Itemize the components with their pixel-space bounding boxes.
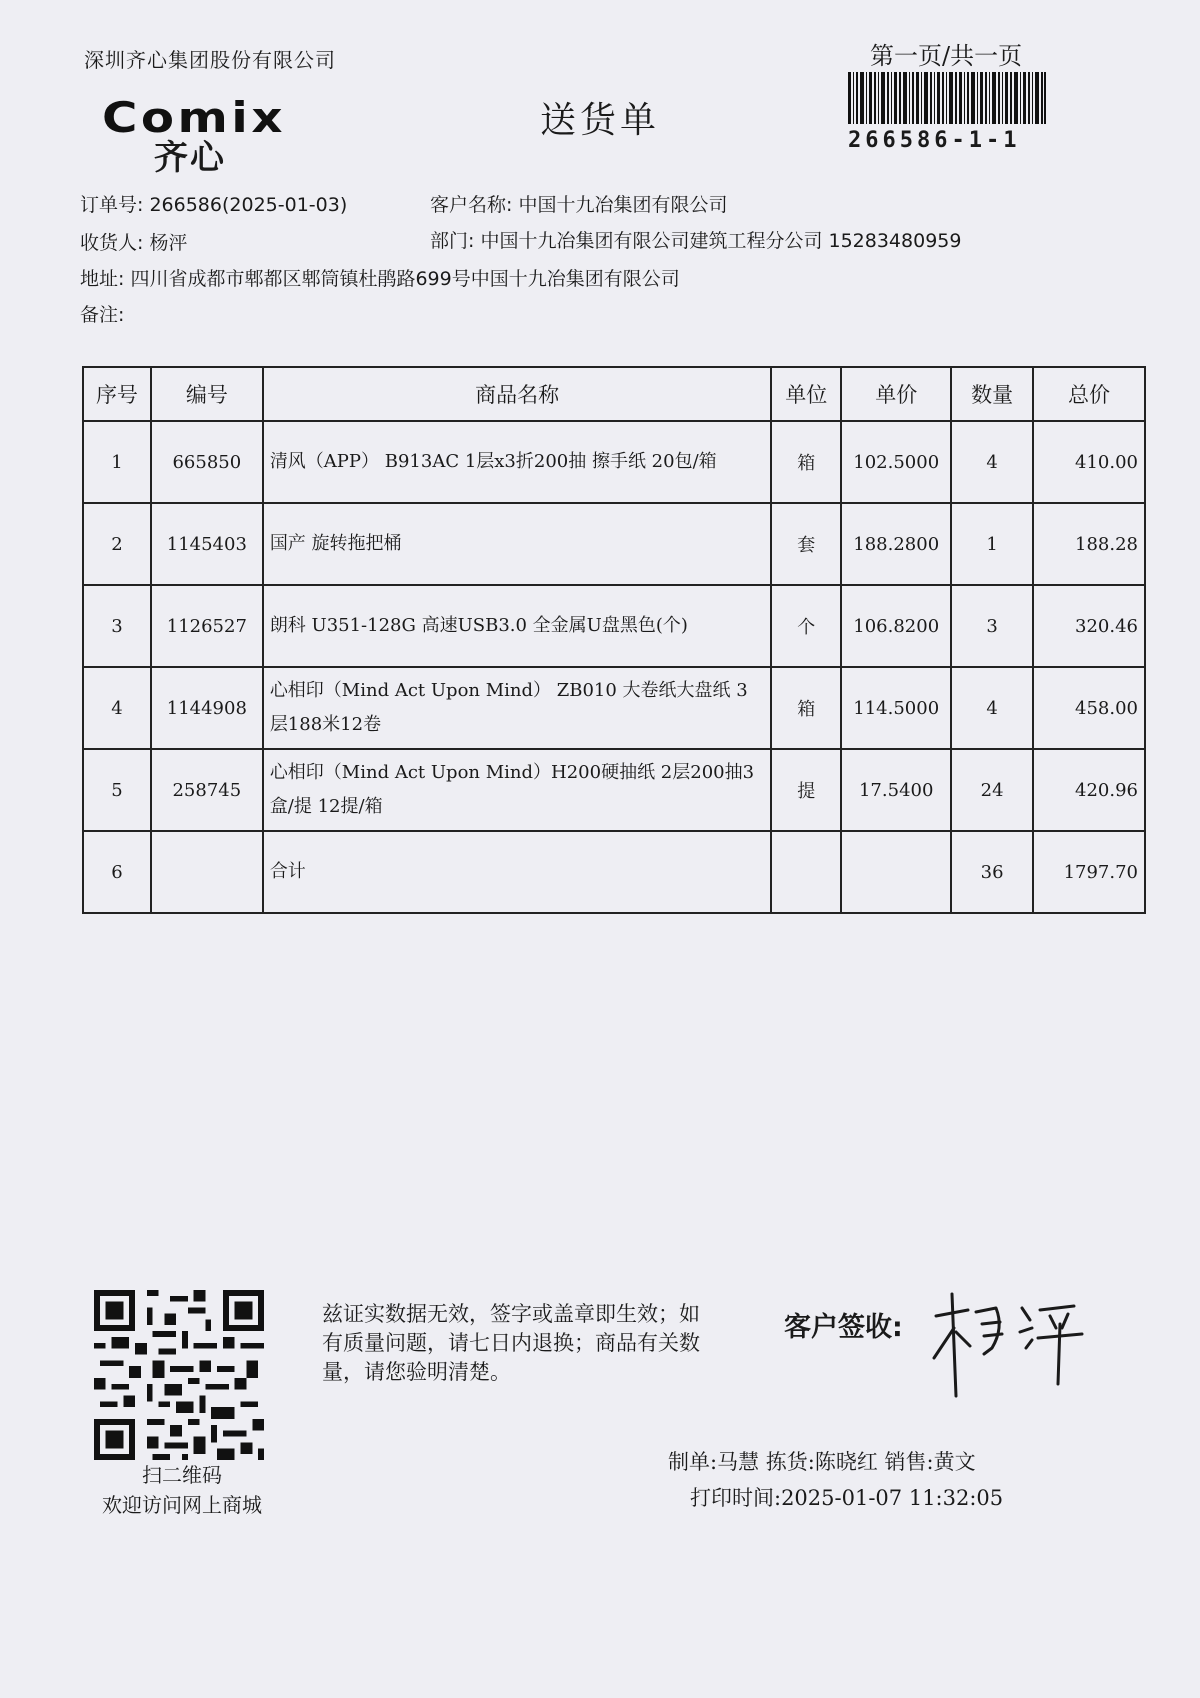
cell-index: 3	[83, 585, 151, 667]
remark	[80, 300, 124, 327]
header-total: 总价	[1033, 367, 1145, 421]
cell-code: 1126527	[151, 585, 263, 667]
header-price: 单价	[841, 367, 951, 421]
qr-caption	[84, 1460, 280, 1520]
cell-index: 5	[83, 749, 151, 831]
receiver	[80, 228, 187, 255]
qr-caption-line-1: 扫二维码	[142, 1463, 222, 1487]
cell-total: 320.46	[1033, 585, 1145, 667]
print-time: 打印时间:2025-01-07 11:32:05	[690, 1486, 1004, 1510]
logo-text-en: Comix	[102, 93, 286, 142]
order-number	[80, 190, 347, 217]
cell-product: 国产 旋转拖把桶	[263, 503, 772, 585]
cell-price: 114.5000	[841, 667, 951, 749]
department	[430, 226, 961, 253]
cell-quantity: 4	[951, 421, 1033, 503]
items-table	[82, 366, 1146, 914]
header-code: 编号	[151, 367, 263, 421]
receiver-label: 收货人:	[80, 232, 144, 254]
cell-product: 心相印（Mind Act Upon Mind）H200硬抽纸 2层200抽3盒/提 12提/箱	[263, 749, 772, 831]
cell-index: 2	[83, 503, 151, 585]
customer-label: 客户名称:	[430, 194, 513, 216]
address-label: 地址:	[80, 268, 125, 290]
header-index: 序号	[83, 367, 151, 421]
table-row	[83, 585, 1145, 667]
cell-product: 合计	[263, 831, 772, 913]
handwritten-signature	[926, 1288, 1086, 1408]
cell-price: 17.5400	[841, 749, 951, 831]
cell-unit: 套	[771, 503, 841, 585]
cell-price: 106.8200	[841, 585, 951, 667]
cell-quantity: 3	[951, 585, 1033, 667]
logo-text-cn: 齐心	[154, 138, 226, 178]
cell-code: 1145403	[151, 503, 263, 585]
customer-value: 中国十九冶集团有限公司	[518, 194, 728, 216]
header-unit: 单位	[771, 367, 841, 421]
table-row	[83, 421, 1145, 503]
order-value: 266586(2025-01-03)	[149, 194, 348, 216]
cell-code: 1144908	[151, 667, 263, 749]
address-value: 四川省成都市郫都区郫筒镇杜鹃路699号中国十九冶集团有限公司	[130, 268, 680, 290]
cell-code	[151, 831, 263, 913]
table-header-row	[83, 367, 1145, 421]
cell-product: 清风（APP） B913AC 1层x3折200抽 擦手纸 20包/箱	[263, 421, 772, 503]
header-quantity: 数量	[951, 367, 1033, 421]
header-product: 商品名称	[263, 367, 772, 421]
cell-quantity: 36	[951, 831, 1033, 913]
comix-logo	[102, 93, 312, 178]
cell-total: 458.00	[1033, 667, 1145, 749]
receiver-value: 杨泙	[149, 232, 188, 254]
cell-total: 410.00	[1033, 421, 1145, 503]
customer-name	[430, 190, 727, 217]
table-total-row	[83, 831, 1145, 913]
cell-index: 4	[83, 667, 151, 749]
cell-product: 朗科 U351-128G 高速USB3.0 全金属U盘黑色(个)	[263, 585, 772, 667]
cell-index: 1	[83, 421, 151, 503]
cell-unit: 个	[771, 585, 841, 667]
table-row	[83, 749, 1145, 831]
customer-sign-label: 客户签收:	[784, 1312, 903, 1343]
cell-unit: 箱	[771, 667, 841, 749]
cell-unit: 提	[771, 749, 841, 831]
dept-label: 部门:	[430, 230, 475, 252]
cell-quantity: 4	[951, 667, 1033, 749]
cell-total: 188.28	[1033, 503, 1145, 585]
notice-text: 兹证实数据无效，签字或盖章即生效；如有质量问题，请七日内退换；商品有关数量，请您验明清楚。	[322, 1302, 700, 1384]
qr-code-icon	[94, 1290, 264, 1460]
order-label: 订单号:	[80, 194, 144, 216]
staff-info: 制单:马慧 拣货:陈晓红 销售:黄文	[668, 1450, 976, 1474]
cell-total: 1797.70	[1033, 831, 1145, 913]
cell-quantity: 24	[951, 749, 1033, 831]
page-info: 第一页/共一页	[870, 42, 1023, 70]
cell-code: 258745	[151, 749, 263, 831]
qr-caption-line-2: 欢迎访问网上商城	[102, 1493, 262, 1517]
address	[80, 264, 680, 291]
barcode-icon	[848, 72, 1046, 124]
cell-code: 665850	[151, 421, 263, 503]
cell-product: 心相印（Mind Act Upon Mind） ZB010 大卷纸大盘纸 3层188米12卷	[263, 667, 772, 749]
cell-price: 188.2800	[841, 503, 951, 585]
barcode-number: 266586-1-1	[848, 128, 1021, 153]
dept-value: 中国十九冶集团有限公司建筑工程分公司 15283480959	[480, 230, 962, 252]
table-row	[83, 667, 1145, 749]
table-row	[83, 503, 1145, 585]
cell-price: 102.5000	[841, 421, 951, 503]
cell-unit	[771, 831, 841, 913]
cell-unit: 箱	[771, 421, 841, 503]
cell-index: 6	[83, 831, 151, 913]
cell-price	[841, 831, 951, 913]
cell-total: 420.96	[1033, 749, 1145, 831]
remark-label: 备注:	[80, 304, 125, 326]
document-title: 送货单	[540, 100, 661, 141]
company-name: 深圳齐心集团股份有限公司	[84, 48, 336, 72]
cell-quantity: 1	[951, 503, 1033, 585]
